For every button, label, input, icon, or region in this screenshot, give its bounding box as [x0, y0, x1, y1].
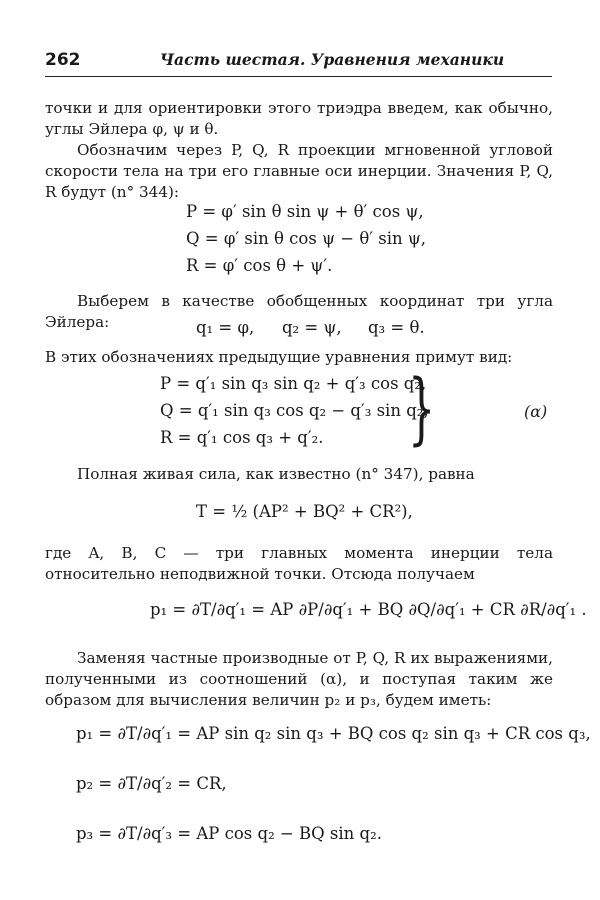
paragraph-6: где A, B, C — три главных момента инерции тела относительно неподвижной точки. Отсюда получаем [45, 544, 553, 583]
equation-p1: p₁ = ∂T/∂q′₁ = AP sin q₂ sin q₃ + BQ cos q₂ sin q₃ + CR cos q₃, [76, 724, 591, 743]
equation-p1-partials: p₁ = ∂T/∂q′₁ = AP ∂P/∂q′₁ + BQ ∂Q/∂q′₁ + CR ∂R/∂q′₁ . [150, 600, 587, 619]
equation-Q: Q = φ′ sin θ cos ψ − θ′ sin ψ, [186, 229, 427, 248]
page-number: 262 [45, 50, 81, 70]
equation-p3: p₃ = ∂T/∂q′₃ = AP cos q₂ − BQ sin q₂. [76, 824, 382, 843]
equation-P: P = φ′ sin θ sin ψ + θ′ cos ψ, [186, 202, 424, 221]
equation-q2: q₂ = ψ, [282, 318, 342, 337]
equation-p2: p₂ = ∂T/∂q′₂ = CR, [76, 774, 227, 793]
paragraph-3: Выберем в качестве обобщенных координат три угла Эйлера: [45, 292, 553, 331]
paragraph-4: В этих обозначениях предыдущие уравнения примут вид: [45, 348, 513, 366]
paragraph-2: Обозначим через P, Q, R проекции мгновенной угловой скорости тела на три его главные оси инерции. Значения P, Q, R будут (n° 344): [45, 141, 553, 201]
paragraph-5: Полная живая сила, как известно (n° 347), равна [77, 465, 475, 483]
paragraph-1: точки и для ориентировки этого триэдра введем, как обычно, углы Эйлера φ, ψ и θ. [45, 99, 553, 138]
equation-kinetic-energy: T = ½ (AP² + BQ² + CR²), [196, 502, 413, 521]
equation-R: R = φ′ cos θ + ψ′. [186, 256, 333, 275]
page-header [45, 46, 552, 77]
equation-alpha-Q: Q = q′₁ sin q₃ cos q₂ − q′₃ sin q₂, [160, 401, 429, 420]
right-brace: } [408, 364, 436, 454]
paragraph-7: Заменяя частные производные от P, Q, R их выражениями, полученными из соотношений (α), и поступая таким же образом для вычисления величин p₂ и p₃, будем иметь: [45, 649, 553, 709]
equation-alpha-P: P = q′₁ sin q₃ sin q₂ + q′₃ cos q₂, [160, 374, 427, 393]
running-head: Часть шестая. Уравнения механики [159, 50, 505, 69]
equation-alpha-R: R = q′₁ cos q₃ + q′₂. [160, 428, 324, 447]
equation-q3: q₃ = θ. [368, 318, 425, 337]
equation-q1: q₁ = φ, [196, 318, 255, 337]
equation-label-alpha: (α) [524, 402, 548, 421]
